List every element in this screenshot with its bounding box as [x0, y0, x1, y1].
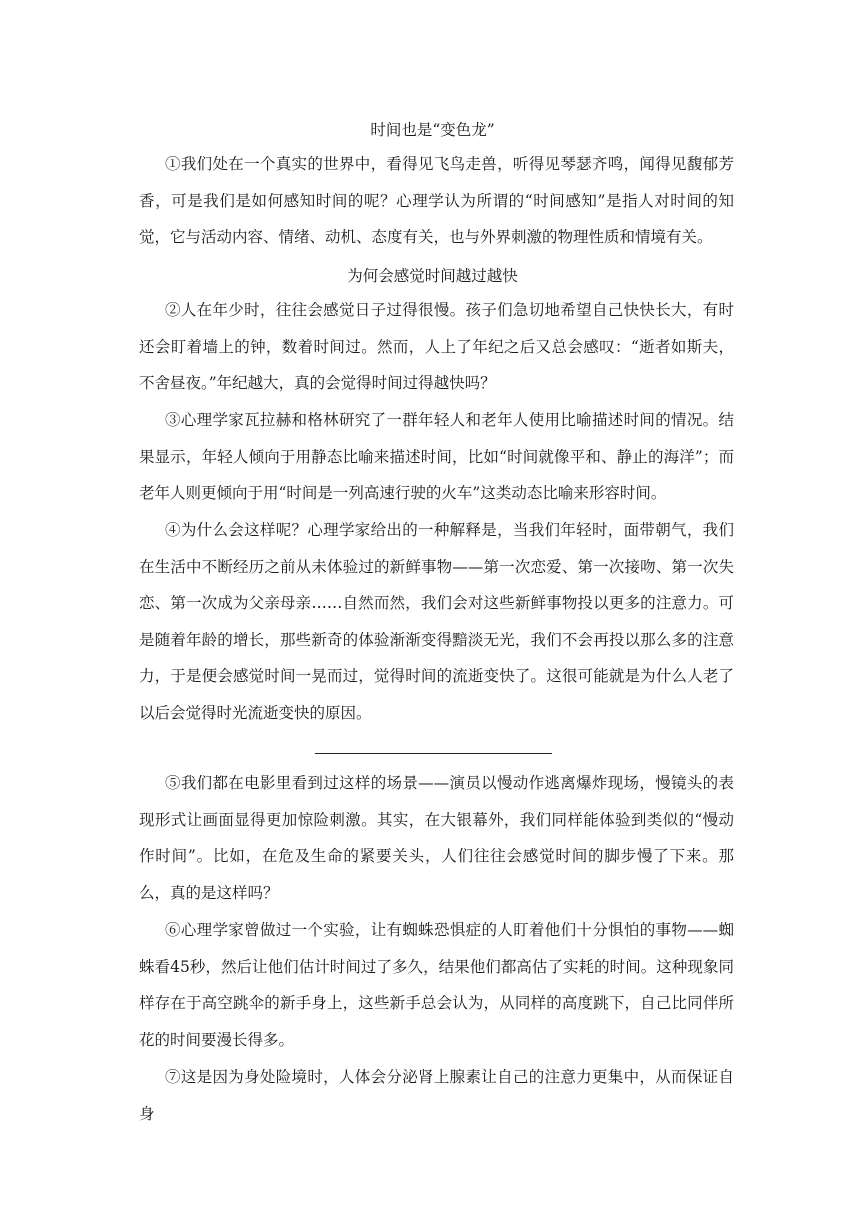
section-divider	[315, 753, 552, 754]
paragraph-3: ③心理学家瓦拉赫和格林研究了一群年轻人和老年人使用比喻描述时间的情况。结果显示，年轻人倾向于用静态比喻来描述时间，比如“时间就像平和、静止的海洋”；而老年人则更倾向于用“时间是一列高速行驶的火车”这类动态比喻来形容时间。	[139, 411, 734, 503]
paragraph-1: ①我们处在一个真实的世界中，看得见飞鸟走兽，听得见琴瑟齐鸣，闻得见馥郁芳香，可是我们是如何感知时间的呢？心理学认为所谓的“时间感知”是指人对时间的知觉，它与活动内容、情绪、动机、态度有关，也与外界刺激的物理性质和情境有关。	[139, 155, 734, 247]
paragraph-4: ④为什么会这样呢？心理学家给出的一种解释是，当我们年轻时，面带朝气，我们在生活中不断经历之前从未体验过的新鲜事物——第一次恋爱、第一次接吻、第一次失恋、第一次成为父亲母亲……自然而然，我们会对这些新鲜事物投以更多的注意力。可是随着年龄的增长，那些新奇的体验渐渐变得黯淡无光，我们不会再投以那么多的注意力，于是便会感觉时间一晃而过，觉得时间的流逝变快了。这很可能就是为什么人老了以后会觉得时光流逝变快的原因。	[139, 521, 734, 722]
section-heading: 为何会感觉时间越过越快	[347, 267, 518, 285]
paragraph-6: ⑥心理学家曾做过一个实验，让有蜘蛛恐惧症的人盯着他们十分惧怕的事物——蜘蛛看45秒，然后让他们估计时间过了多久，结果他们都高估了实耗的时间。这种现象同样存在于高空跳伞的新手身上，这些新手总会认为，从同样的高度跳下，自己比同伴所花的时间要漫长得多。	[139, 921, 734, 1049]
paragraph-5: ⑤我们都在电影里看到过这样的场景——演员以慢动作逃离爆炸现场，慢镜头的表现形式让画面显得更加惊险刺激。其实，在大银幕外，我们同样能体验到类似的“慢动作时间”。比如，在危及生命的紧要关头，人们往往会感觉时间的脚步慢了下来。那么，真的是这样吗？	[139, 774, 734, 902]
paragraph-2: ②人在年少时，往往会感觉日子过得很慢。孩子们急切地希望自己快快长大，有时还会盯着墙上的钟，数着时间过。然而，人上了年纪之后又总会感叹：“逝者如斯夫，不舍昼夜。”年纪越大，真的会觉得时间过得越快吗？	[139, 301, 734, 393]
article-title: 时间也是“变色龙”	[370, 121, 495, 139]
paragraph-7: ⑦这是因为身处险境时，人体会分泌肾上腺素让自己的注意力更集中，从而保证自身	[139, 1068, 734, 1123]
